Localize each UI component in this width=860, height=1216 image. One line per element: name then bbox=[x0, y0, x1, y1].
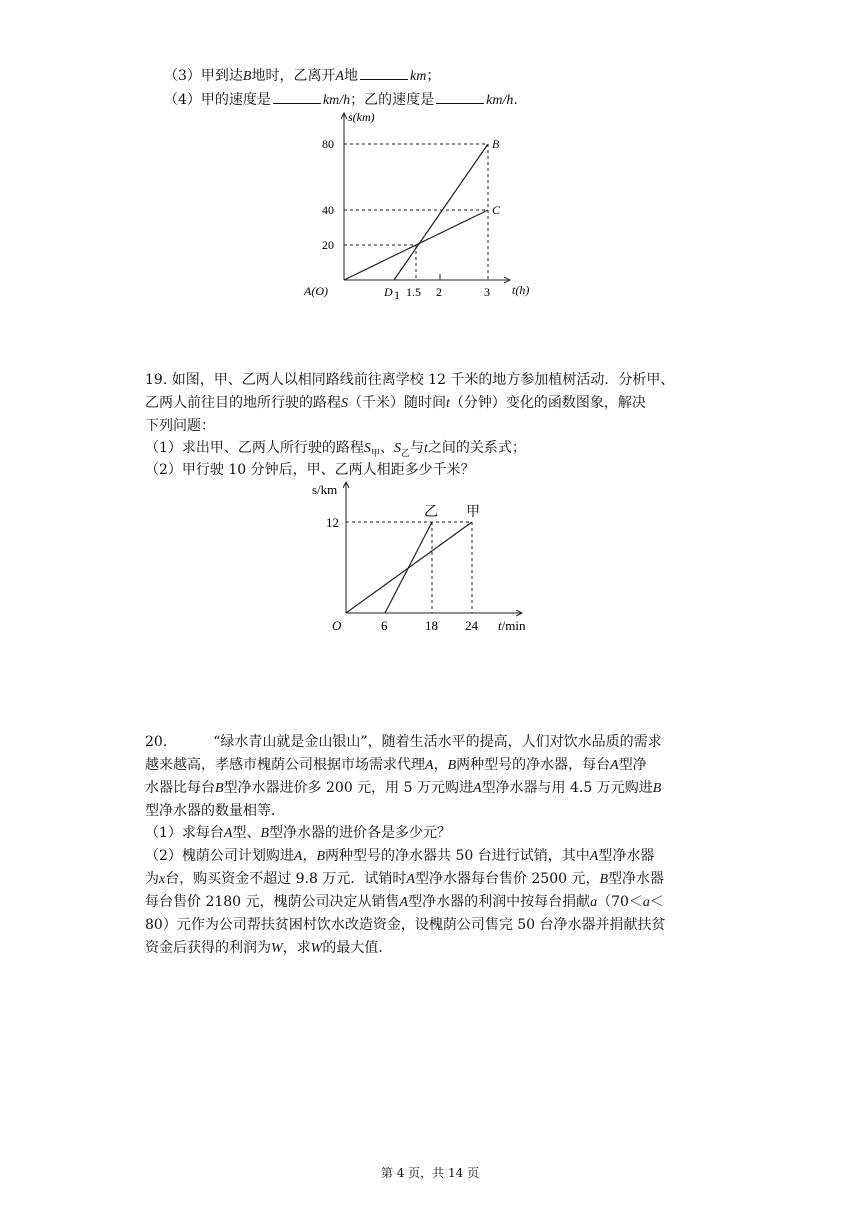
series-label-yi: 乙 bbox=[424, 504, 438, 520]
var-t: t bbox=[423, 441, 428, 456]
text: （1）求每台 bbox=[145, 825, 224, 841]
var-B: B bbox=[215, 781, 224, 796]
point-B-label: B bbox=[492, 137, 500, 151]
text: 地 bbox=[344, 68, 359, 84]
y-axis-label: s/km bbox=[312, 482, 338, 497]
tick-label-12: 12 bbox=[326, 515, 339, 530]
line-yi bbox=[385, 522, 432, 613]
origin-label: A(O) bbox=[304, 284, 328, 298]
q18-graph bbox=[300, 108, 540, 308]
var-A: A bbox=[406, 872, 415, 887]
var-A: A bbox=[473, 781, 482, 796]
var-A: A bbox=[335, 69, 345, 84]
var-S: S bbox=[393, 441, 401, 456]
tick-label-1: 1 bbox=[394, 288, 400, 302]
text: 型净水器 bbox=[598, 848, 655, 864]
text: 台，购买资金不超过 9.8 万元．试销时 bbox=[165, 871, 407, 887]
var-S: S bbox=[363, 441, 371, 456]
answer-blank[interactable] bbox=[436, 91, 484, 104]
x-axis-unit: /min bbox=[501, 618, 526, 633]
q20-line1 bbox=[145, 732, 662, 752]
var-A: A bbox=[589, 849, 599, 864]
unit: km/h bbox=[322, 93, 351, 108]
text: 为 bbox=[145, 871, 159, 887]
text: 型、 bbox=[232, 825, 261, 841]
text: ＜ bbox=[649, 894, 664, 910]
tick-label-3: 3 bbox=[484, 285, 490, 299]
var-B: B bbox=[447, 758, 457, 773]
text: 型净水器每台售价 2500 元， bbox=[414, 871, 600, 887]
var-x: x bbox=[159, 872, 166, 887]
text: 的最大值． bbox=[322, 940, 393, 956]
var-A: A bbox=[425, 758, 434, 773]
x-axis-label bbox=[498, 618, 526, 633]
text: 乙两人前往目的地所行驶的路程 bbox=[145, 395, 341, 411]
text: 型净水器的进价各是多少元？ bbox=[269, 825, 452, 841]
var-a: a bbox=[590, 895, 598, 910]
text: 每台售价 2180 元，槐荫公司决定从销售 bbox=[145, 894, 400, 910]
answer-blank[interactable] bbox=[273, 91, 321, 104]
tick-label-6: 6 bbox=[381, 618, 388, 633]
text: （2）槐荫公司计划购进 bbox=[145, 848, 294, 864]
q19-graph bbox=[300, 478, 540, 638]
q20-line10 bbox=[145, 938, 392, 959]
q20-line4: 型净水器的数量相等． bbox=[145, 803, 285, 819]
text: 与 bbox=[409, 440, 424, 456]
text: （1）求出甲、乙两人所行驶的路程 bbox=[145, 440, 364, 456]
var-B: B bbox=[242, 69, 252, 84]
text: 型净水器与用 4.5 万元购进 bbox=[481, 780, 653, 796]
text: 型净水器 bbox=[608, 871, 665, 887]
var-B: B bbox=[260, 826, 270, 841]
x-axis-label: t(h) bbox=[512, 283, 530, 297]
question-number: 20. bbox=[145, 734, 168, 750]
text: . bbox=[513, 92, 518, 108]
q18-part3 bbox=[164, 66, 440, 87]
q20-line6 bbox=[145, 846, 654, 867]
text: 型净 bbox=[618, 757, 647, 773]
var-W: W bbox=[271, 941, 283, 956]
tick-label-2: 2 bbox=[436, 285, 442, 299]
text: （4）甲的速度是 bbox=[164, 92, 271, 108]
var-t: t bbox=[446, 396, 450, 411]
tick-label-18: 18 bbox=[425, 618, 438, 633]
text: 两种型号的净水器共 50 台进行试销，其中 bbox=[325, 848, 590, 864]
page-footer: 第 4 页，共 14 页 bbox=[380, 1166, 480, 1180]
var-W: W bbox=[310, 941, 323, 956]
var-B: B bbox=[599, 872, 609, 887]
text: ， bbox=[433, 757, 448, 773]
q19-line2 bbox=[145, 393, 646, 414]
q19-line3: 下列问题： bbox=[145, 418, 215, 434]
y-axis-label: s(km) bbox=[348, 110, 375, 124]
q20-line9: 80）元作为公司帮扶贫困村饮水改造资金，设槐荫公司售完 50 台净水器并捐献扶贫 bbox=[145, 917, 666, 933]
var-A: A bbox=[399, 895, 409, 910]
var-A: A bbox=[293, 849, 303, 864]
point-D-label: D bbox=[384, 285, 393, 299]
text: （70＜ bbox=[597, 894, 643, 910]
series-label-jia: 甲 bbox=[466, 504, 480, 520]
tick-label-80: 80 bbox=[322, 137, 334, 151]
q20-line3 bbox=[145, 778, 661, 799]
tick-label-24: 24 bbox=[465, 618, 478, 633]
text: “绿水青山就是金山银山”，随着生活水平的提高，人们对饮水品质的需求 bbox=[213, 734, 662, 750]
q20-line2 bbox=[145, 755, 647, 776]
var-B: B bbox=[652, 781, 662, 796]
text: 水器比每台 bbox=[145, 780, 215, 796]
text: ， bbox=[302, 848, 317, 864]
tick-label-40: 40 bbox=[322, 203, 334, 217]
tick-label-1.5: 1.5 bbox=[406, 285, 421, 299]
text: 地时，乙离开 bbox=[251, 68, 336, 84]
text: 、 bbox=[379, 440, 394, 456]
var-a: a bbox=[642, 895, 650, 910]
line-DB bbox=[394, 144, 488, 280]
text: 型净水器进价多 200 元，用 5 万元购进 bbox=[223, 780, 473, 796]
text: ，求 bbox=[282, 940, 311, 956]
q20-line5 bbox=[145, 823, 451, 844]
tick-label-20: 20 bbox=[322, 238, 334, 252]
var-B: B bbox=[316, 849, 326, 864]
origin-label: O bbox=[332, 618, 342, 633]
point-C-label: C bbox=[492, 203, 501, 217]
text: （分钟）变化的函数图象，解决 bbox=[449, 395, 646, 411]
text: ； bbox=[426, 68, 441, 84]
unit: km bbox=[410, 69, 427, 84]
answer-blank[interactable] bbox=[360, 67, 408, 80]
text: 资金后获得的利润为 bbox=[145, 940, 271, 956]
subscript: 甲 bbox=[370, 448, 380, 459]
text: 之间的关系式； bbox=[427, 440, 526, 456]
q20-line8 bbox=[145, 892, 664, 913]
q19-line1: 19. 如图，甲、乙两人以相同路线前往离学校 12 千米的地方参加植树活动．分析甲、 bbox=[145, 372, 675, 388]
text: （千米）随时间 bbox=[348, 395, 446, 411]
var-A: A bbox=[223, 826, 233, 841]
subscript: 乙 bbox=[400, 448, 410, 459]
unit: km/h bbox=[486, 93, 514, 108]
text: 型净水器的利润中按每台捐献 bbox=[408, 894, 591, 910]
q19-line5: （2）甲行驶 10 分钟后，甲、乙两人相距多少千米？ bbox=[145, 462, 475, 478]
text: ；乙的速度是 bbox=[350, 92, 435, 108]
var-A: A bbox=[610, 758, 619, 773]
text: 两种型号的净水器，每台 bbox=[456, 757, 611, 773]
x-axis-var: t bbox=[498, 618, 502, 633]
var-S: S bbox=[341, 396, 348, 411]
text: （3）甲到达 bbox=[164, 68, 243, 84]
text: 越来越高，孝感市槐荫公司根据市场需求代理 bbox=[145, 757, 425, 773]
q20-line7 bbox=[145, 869, 664, 890]
